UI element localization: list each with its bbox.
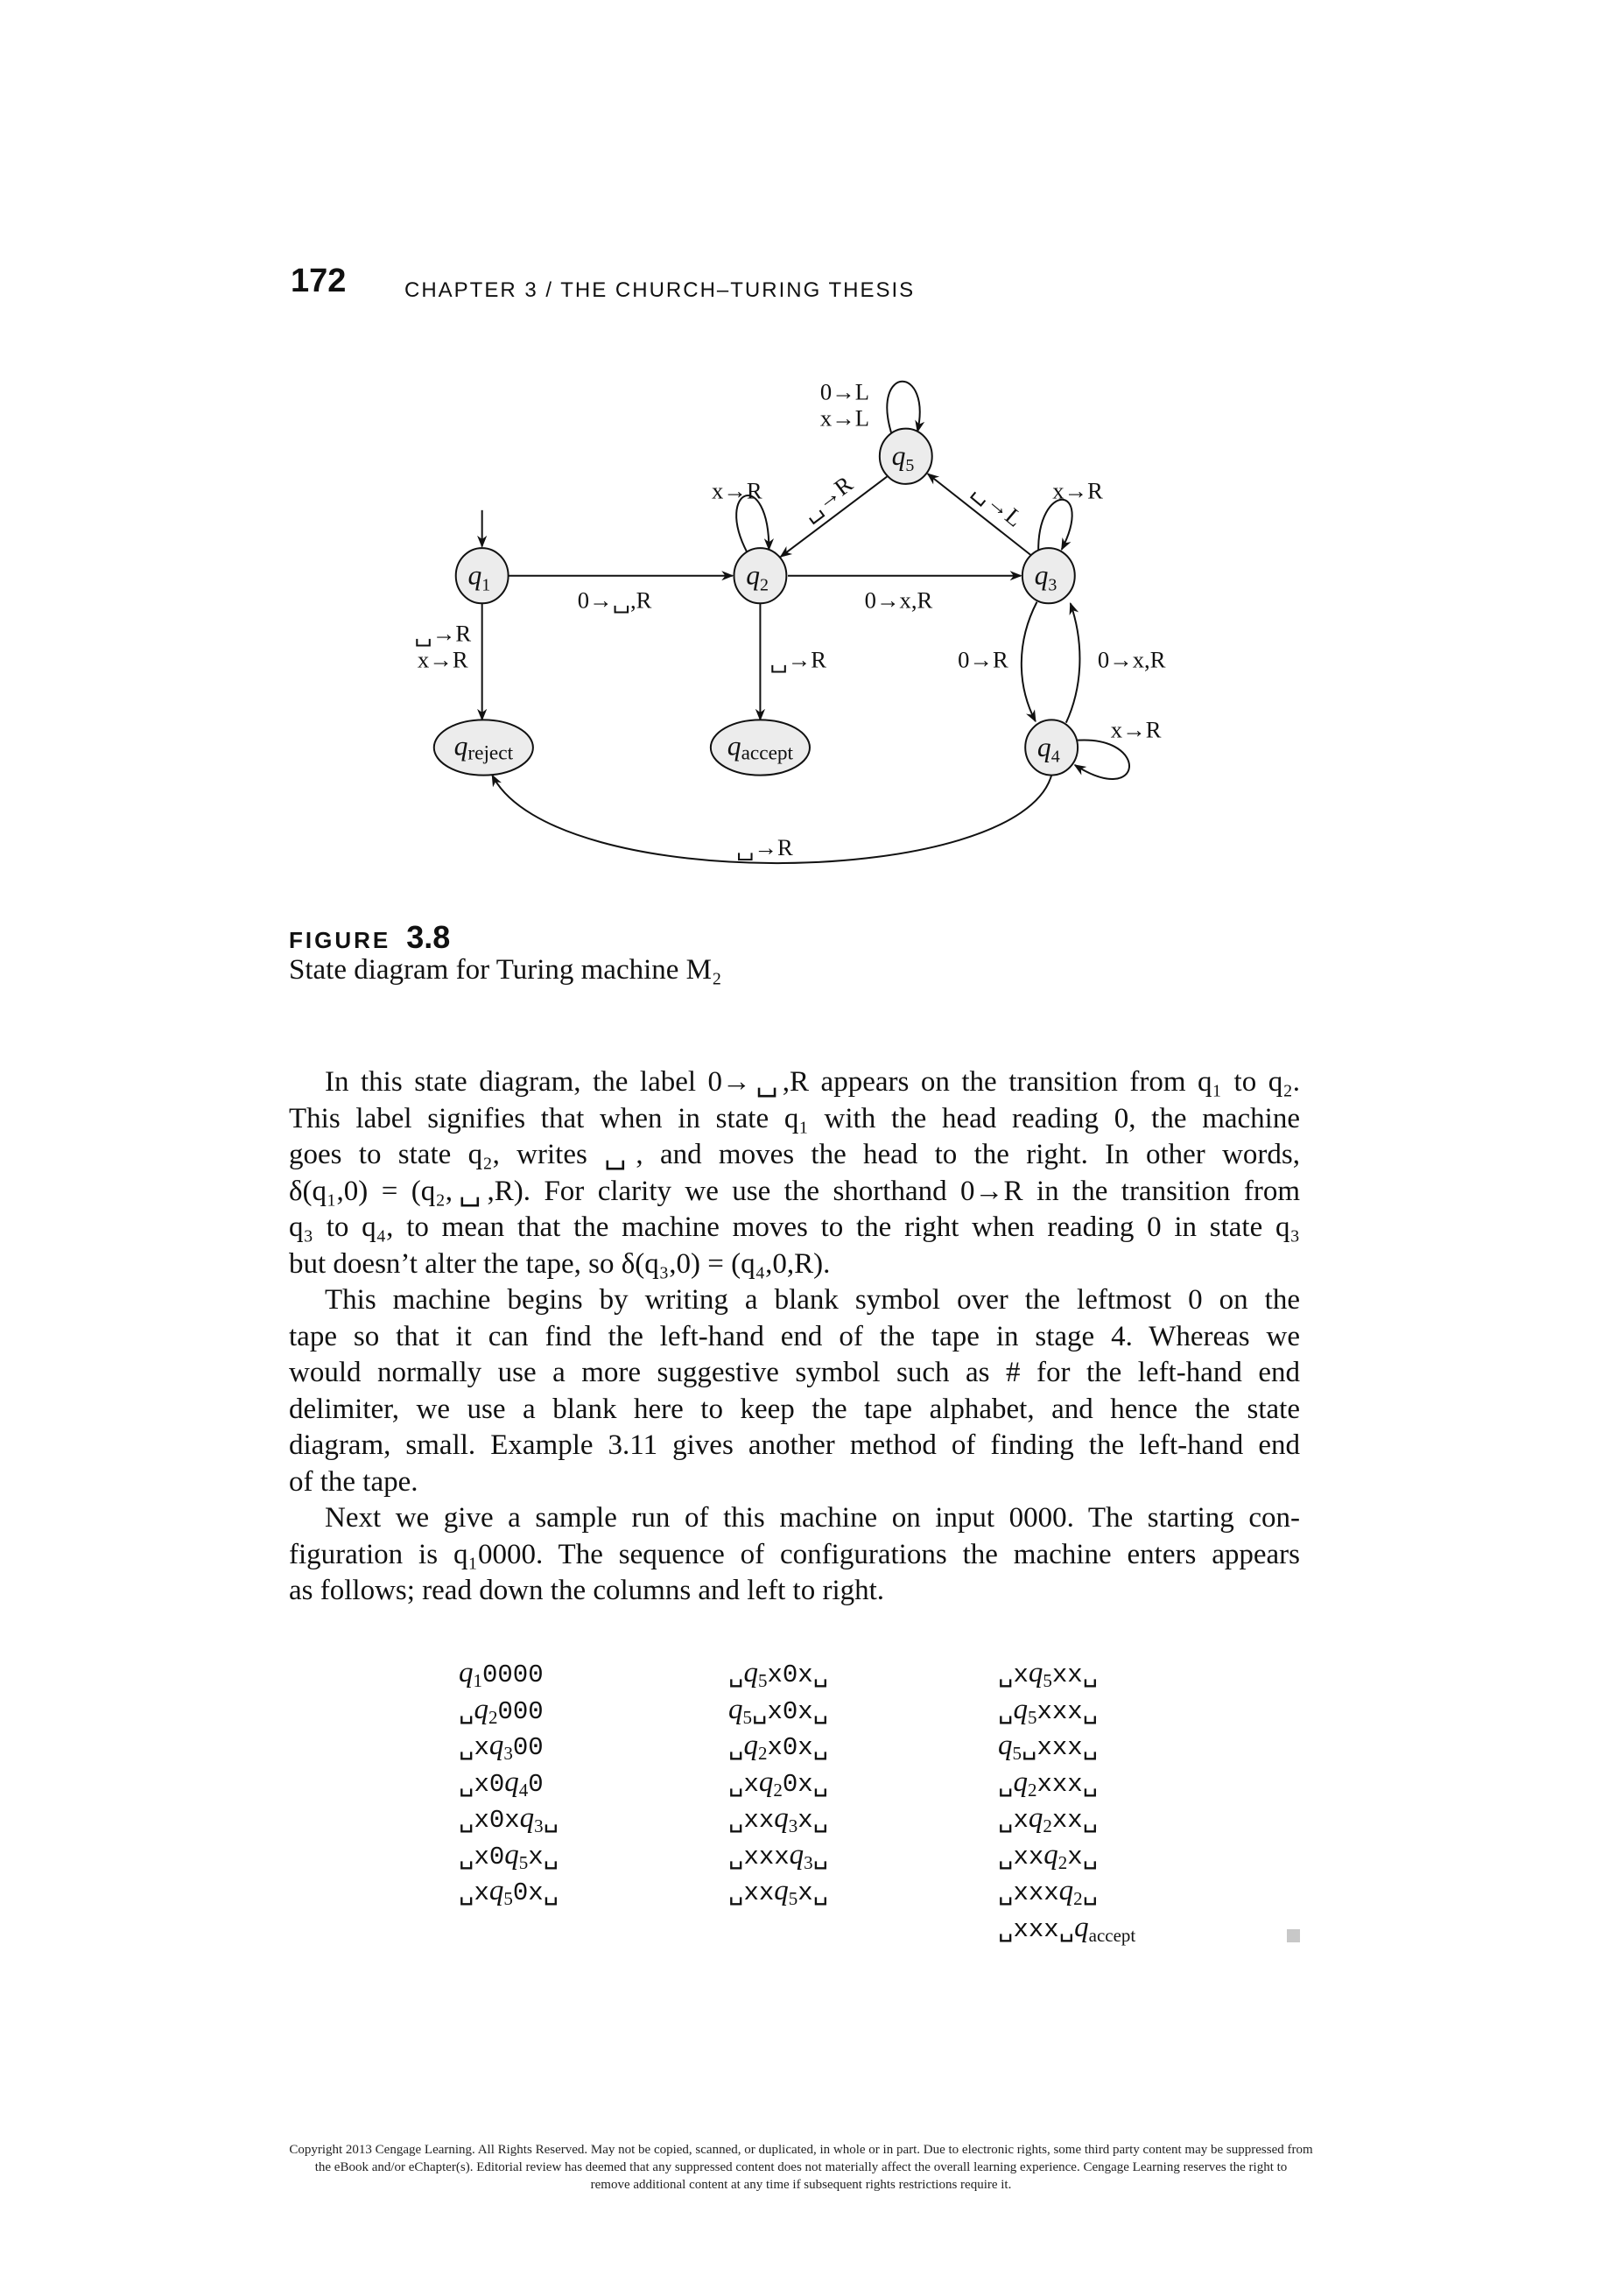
state-label-q4: $q_4$ bbox=[1036, 731, 1060, 767]
state-symbol: q bbox=[789, 1838, 805, 1871]
figure-number: 3.8 bbox=[406, 919, 451, 955]
state-symbol: q bbox=[488, 1875, 504, 1906]
tape-right: xx␣ bbox=[1051, 1661, 1099, 1689]
configuration bbox=[998, 1764, 1135, 1801]
tape-right: x␣ bbox=[1067, 1842, 1099, 1871]
state-symbol: q bbox=[504, 1766, 519, 1798]
text-line: In this state diagram, the label 0→␣,R appears on the transition from q₁ to q₂. bbox=[325, 1066, 1300, 1098]
state-subscript: 2 bbox=[1057, 1851, 1068, 1873]
tape-left: ␣x bbox=[459, 1878, 489, 1907]
configuration bbox=[459, 1691, 559, 1728]
label-q4-reject: ␣→R bbox=[736, 834, 793, 861]
tape-left: ␣ bbox=[728, 1733, 744, 1762]
text-line: q₃ to q₄, to mean that the machine moves to the right when reading 0 in state q₃ bbox=[289, 1211, 1300, 1243]
configuration bbox=[728, 1836, 828, 1873]
state-subscript: 5 bbox=[503, 1888, 513, 1909]
state-label-q3: $q_3$ bbox=[1034, 559, 1057, 595]
state-symbol: q bbox=[728, 1693, 743, 1725]
tape-left: ␣x bbox=[459, 1733, 489, 1762]
state-symbol: q bbox=[743, 1730, 758, 1761]
tape-right: x␣ bbox=[797, 1806, 829, 1835]
text-line: δ(q₁,0) = (q₂,␣,R). For clarity we use the shorthand 0→R in the transition from bbox=[289, 1175, 1300, 1207]
configuration bbox=[998, 1654, 1135, 1691]
label-q3-loop: x→R bbox=[1052, 477, 1103, 504]
state-subscript: 2 bbox=[773, 1779, 783, 1801]
state-subscript: 5 bbox=[742, 1706, 752, 1728]
tape-left: ␣x0 bbox=[459, 1769, 505, 1799]
configuration bbox=[459, 1800, 559, 1836]
tape-right: xxx␣ bbox=[1036, 1769, 1099, 1799]
loop-q4 bbox=[1075, 740, 1129, 779]
tape-right: 000 bbox=[497, 1696, 544, 1726]
label-q1-reject-blank: ␣→R bbox=[414, 620, 472, 647]
state-symbol: q bbox=[758, 1766, 774, 1798]
copyright-notice bbox=[175, 2141, 1427, 2194]
text-line: tape so that it can find the left-hand end of the tape in stage 4. Whereas we bbox=[289, 1320, 1300, 1352]
tape-left: ␣x0x bbox=[459, 1806, 520, 1835]
tape-right: 0000 bbox=[482, 1661, 544, 1689]
state-subscript: 5 bbox=[1012, 1743, 1022, 1764]
tape-left: ␣x bbox=[998, 1806, 1029, 1835]
tape-left: ␣xxx bbox=[728, 1842, 790, 1871]
copyright-line: the eBook and/or eChapter(s). Editorial review has deemed that any suppressed content does not materially affect the overall learning experience. Cengage Learning reserves the right to bbox=[314, 2160, 1288, 2174]
body-text bbox=[289, 1064, 1300, 1610]
loop-q3 bbox=[1038, 500, 1072, 552]
label-q1-q2: 0→␣,R bbox=[577, 586, 652, 614]
tape-right: x␣ bbox=[797, 1878, 829, 1907]
label-q2-loop: x→R bbox=[711, 477, 762, 504]
configuration bbox=[459, 1764, 559, 1801]
configuration bbox=[459, 1654, 559, 1691]
state-symbol: q bbox=[1058, 1875, 1074, 1906]
configuration bbox=[459, 1727, 559, 1764]
state-subscript: 5 bbox=[788, 1888, 798, 1909]
text-line: This machine begins by writing a blank symbol over the leftmost 0 on the bbox=[325, 1284, 1300, 1316]
state-symbol: q bbox=[1013, 1766, 1028, 1798]
state-subscript: 3 bbox=[503, 1743, 513, 1764]
chapter-heading: CHAPTER 3 / THE CHURCH–TURING THESIS bbox=[404, 278, 916, 302]
state-subscript: 2 bbox=[1073, 1888, 1083, 1909]
state-label-q1: $q_1$ bbox=[467, 559, 491, 595]
state-subscript: 5 bbox=[518, 1851, 529, 1873]
end-of-proof-mark bbox=[1287, 1929, 1300, 1942]
tape-right: x␣ bbox=[528, 1842, 559, 1871]
label-q2-q3: 0→x,R bbox=[864, 586, 933, 614]
state-label-q2: $q_2$ bbox=[746, 559, 769, 595]
tape-right: 0 bbox=[528, 1769, 544, 1799]
state-symbol: q bbox=[504, 1838, 519, 1871]
configuration bbox=[728, 1727, 828, 1764]
tape-left: ␣xx bbox=[998, 1842, 1044, 1871]
configuration bbox=[998, 1909, 1135, 1946]
text-line: delimiter, we use a blank here to keep the tape alphabet, and hence the state bbox=[289, 1393, 1300, 1425]
tape-left: ␣xxx␣ bbox=[998, 1914, 1075, 1944]
tape-right: ␣x0x␣ bbox=[752, 1696, 829, 1726]
state-symbol: q bbox=[743, 1657, 758, 1689]
label-q1-reject-x: x→R bbox=[417, 646, 468, 673]
text-line: as follows; read down the columns and left to right. bbox=[289, 1575, 885, 1606]
state-symbol: q bbox=[519, 1802, 535, 1834]
configuration bbox=[728, 1764, 828, 1801]
state-subscript: accept bbox=[1088, 1924, 1136, 1946]
state-symbol: q bbox=[1028, 1802, 1043, 1834]
state-subscript: 2 bbox=[757, 1743, 768, 1764]
configuration bbox=[998, 1836, 1135, 1873]
configuration bbox=[459, 1836, 559, 1873]
text-line: would normally use a more suggestive symbol such as # for the left-hand end bbox=[289, 1357, 1300, 1388]
state-label-q5: $q_5$ bbox=[891, 440, 915, 475]
text-line: but doesn’t alter the tape, so δ(q₃,0) = (q₄,0,R). bbox=[289, 1247, 831, 1280]
configuration bbox=[728, 1800, 828, 1836]
tape-left: ␣ bbox=[998, 1769, 1014, 1799]
figure-label bbox=[289, 919, 450, 956]
configuration bbox=[728, 1691, 828, 1728]
tape-right: xxx␣ bbox=[1036, 1696, 1099, 1726]
state-symbol: q bbox=[1028, 1657, 1043, 1689]
state-symbol: q bbox=[488, 1730, 504, 1761]
tape-left: ␣ bbox=[459, 1696, 474, 1726]
text-line: diagram, small. Example 3.11 gives another method of finding the left-hand end bbox=[289, 1429, 1300, 1461]
tape-left: ␣ bbox=[998, 1696, 1014, 1726]
state-symbol: q bbox=[774, 1802, 789, 1834]
tape-left: ␣x0 bbox=[459, 1842, 505, 1871]
text-line: figuration is q₁0000. The sequence of configurations the machine enters appears bbox=[289, 1538, 1300, 1570]
state-subscript: 5 bbox=[1027, 1706, 1037, 1728]
text-line: This label signifies that when in state q₁ with the head reading 0, the machine bbox=[289, 1102, 1300, 1134]
configuration bbox=[728, 1654, 828, 1691]
state-symbol: q bbox=[1013, 1693, 1028, 1725]
state-symbol: q bbox=[774, 1875, 789, 1906]
configuration bbox=[998, 1800, 1135, 1836]
copyright-line: Copyright 2013 Cengage Learning. All Rights Reserved. May not be copied, scanned, or duplicated, in whole or in part. Due to electronic rights, some third party content may be suppressed from bbox=[289, 2143, 1313, 2157]
tape-right: 0x␣ bbox=[512, 1878, 559, 1907]
state-symbol: q bbox=[459, 1657, 474, 1689]
configuration-column bbox=[728, 1654, 828, 1909]
configuration bbox=[998, 1727, 1135, 1764]
state-symbol: q bbox=[1043, 1838, 1058, 1871]
label-q4-q3: 0→x,R bbox=[1097, 646, 1166, 673]
configuration bbox=[998, 1691, 1135, 1728]
state-subscript: 3 bbox=[788, 1815, 798, 1836]
tape-right: ␣xxx␣ bbox=[1022, 1733, 1099, 1762]
state-subscript: 2 bbox=[1027, 1779, 1037, 1801]
tape-left: ␣xxx bbox=[998, 1878, 1059, 1907]
state-subscript: 5 bbox=[1043, 1670, 1052, 1691]
edge-q3-q4 bbox=[1022, 602, 1037, 721]
tape-right: 0x␣ bbox=[782, 1769, 829, 1799]
figure-word: FIGURE bbox=[289, 927, 391, 953]
state-label-accept: qaccept bbox=[727, 730, 794, 765]
state-subscript: 5 bbox=[757, 1670, 768, 1691]
state-symbol: q bbox=[998, 1730, 1013, 1761]
label-q3-q4: 0→R bbox=[958, 646, 1008, 673]
state-symbol: q bbox=[474, 1693, 488, 1725]
tape-right: 00 bbox=[512, 1733, 544, 1762]
label-q2-accept: ␣→R bbox=[769, 646, 827, 673]
text-line: of the tape. bbox=[289, 1465, 418, 1498]
state-subscript: 3 bbox=[534, 1815, 544, 1836]
text-line: Next we give a sample run of this machine on input 0000. The starting con- bbox=[325, 1502, 1300, 1534]
tape-right: x0x␣ bbox=[767, 1733, 829, 1762]
configuration-column bbox=[459, 1654, 559, 1909]
configuration bbox=[998, 1872, 1135, 1909]
state-subscript: 2 bbox=[488, 1706, 498, 1728]
copyright-line: remove additional content at any time if subsequent rights restrictions require it. bbox=[590, 2178, 1012, 2192]
state-subscript: 2 bbox=[1043, 1815, 1052, 1836]
tape-left: ␣x bbox=[728, 1769, 759, 1799]
loop-q2 bbox=[736, 495, 769, 552]
state-subscript: 1 bbox=[473, 1670, 482, 1691]
configuration-column bbox=[998, 1654, 1135, 1945]
label-q5-q2: ␣→R bbox=[796, 470, 858, 526]
tape-left: ␣xx bbox=[728, 1806, 775, 1835]
tape-right: ␣ bbox=[543, 1806, 559, 1835]
label-q5-loop-x: x→L bbox=[819, 404, 869, 432]
state-subscript: 4 bbox=[518, 1779, 529, 1801]
state-subscript: 3 bbox=[804, 1851, 813, 1873]
figure-caption: State diagram for Turing machine M₂ bbox=[289, 954, 722, 986]
tape-left: ␣xx bbox=[728, 1878, 775, 1907]
label-q5-loop-0: 0→L bbox=[819, 378, 869, 405]
configuration bbox=[459, 1872, 559, 1909]
tape-right: x0x␣ bbox=[767, 1661, 829, 1689]
label-q3-q5: ␣→L bbox=[968, 476, 1029, 532]
state-symbol: q bbox=[1074, 1911, 1089, 1943]
tape-right: ␣ bbox=[812, 1842, 829, 1871]
tape-left: ␣ bbox=[728, 1661, 744, 1689]
loop-q5 bbox=[887, 382, 919, 433]
tape-right: ␣ bbox=[1082, 1878, 1099, 1907]
tape-right: xx␣ bbox=[1051, 1806, 1099, 1835]
configuration bbox=[728, 1872, 828, 1909]
tape-left: ␣x bbox=[998, 1661, 1029, 1689]
edge-q4-q3 bbox=[1066, 603, 1080, 722]
text-line: goes to state q₂, writes ␣, and moves the head to the right. In other words, bbox=[289, 1139, 1300, 1170]
page-number: 172 bbox=[291, 263, 347, 299]
state-label-reject: qreject bbox=[453, 730, 514, 765]
label-q4-loop: x→R bbox=[1110, 716, 1162, 743]
